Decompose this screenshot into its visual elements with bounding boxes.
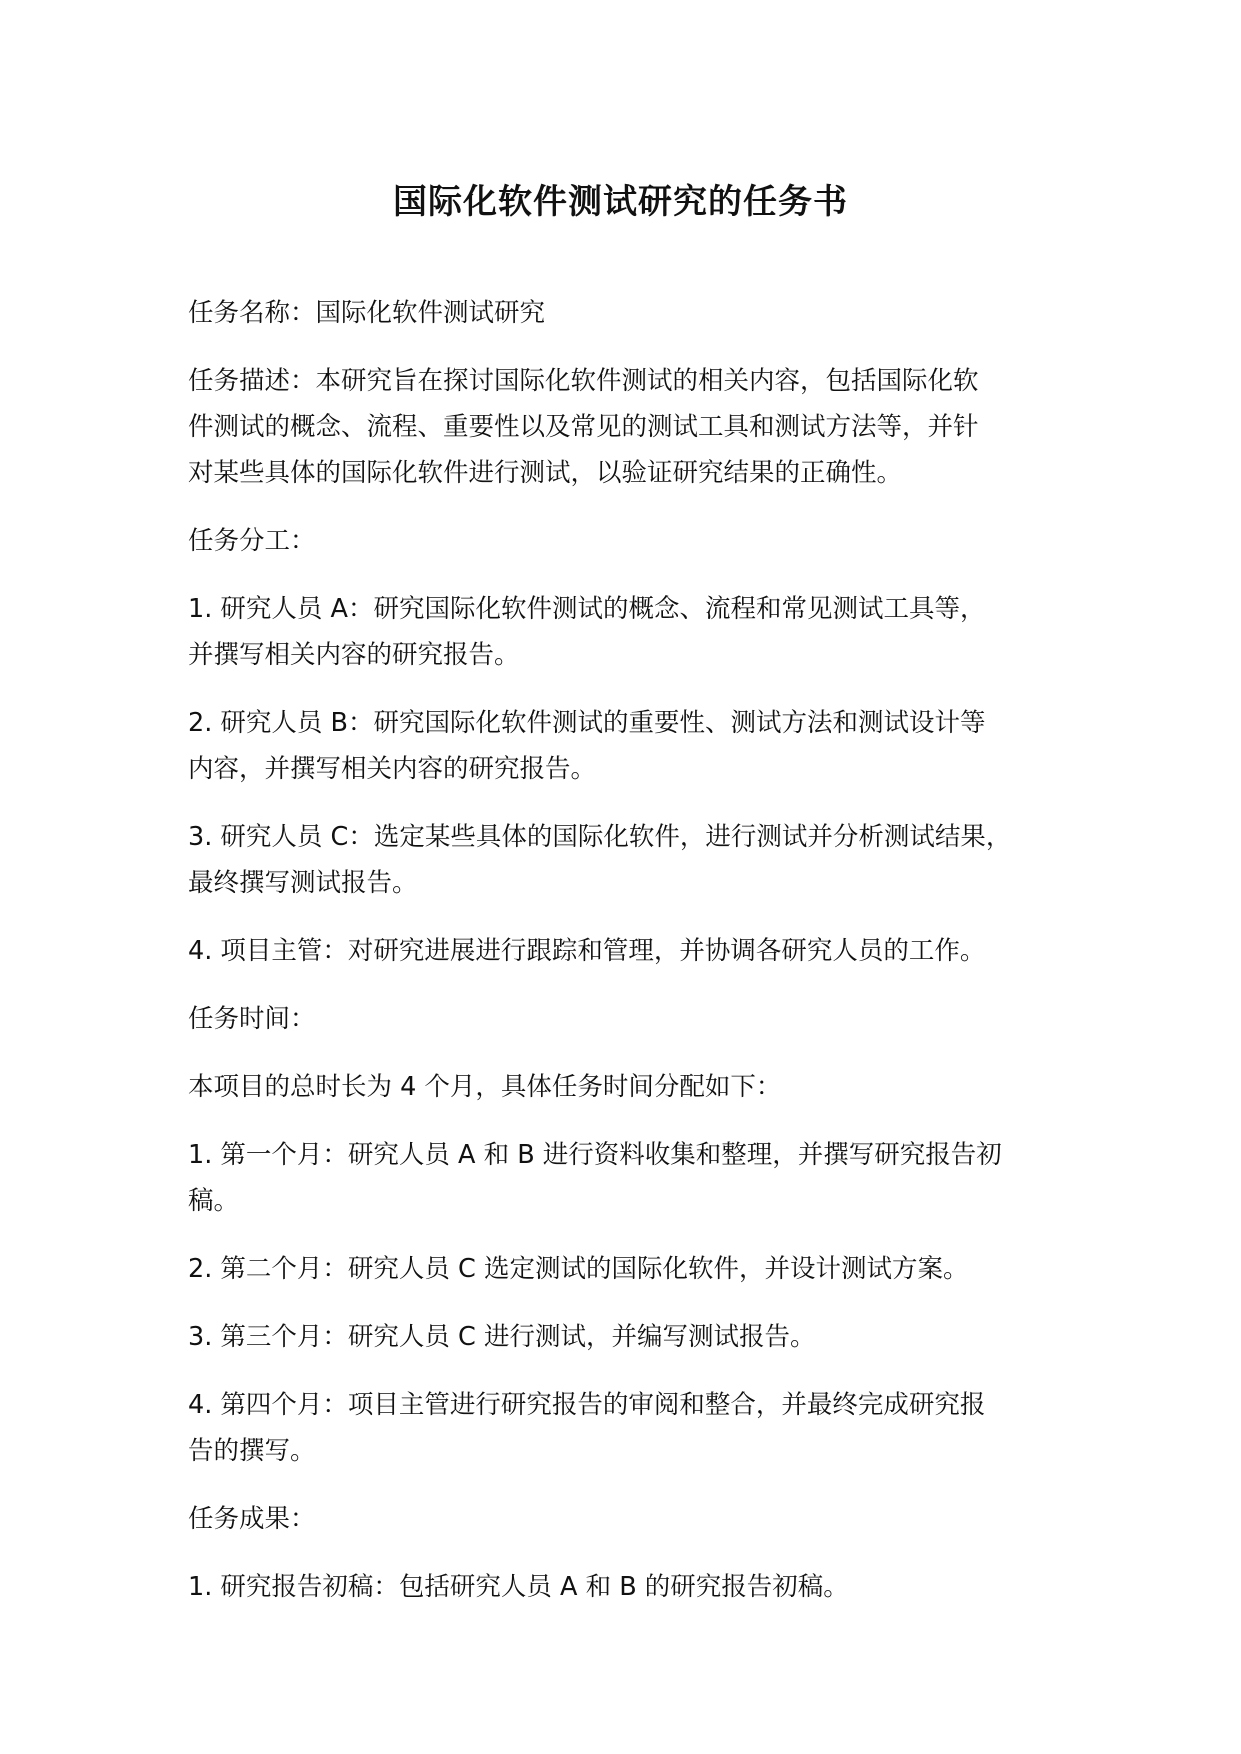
list-item-researcher-c: 3. 研究人员 C：选定某些具体的国际化软件，进行测试并分析测试结果， 最终撰写测试报告。 — [188, 822, 1012, 898]
list-item-researcher-a: 1. 研究人员 A：研究国际化软件测试的概念、流程和常见测试工具等， 并撰写相关内容的研究报告。 — [188, 594, 986, 670]
paragraph-task-name: 任务名称：国际化软件测试研究 — [188, 298, 546, 328]
paragraph-task-description: 任务描述：本研究旨在探讨国际化软件测试的相关内容，包括国际化软 件测试的概念、流程、重要性以及常见的测试工具和测试方法等，并针 对某些具体的国际化软件进行测试，以验证研究结果的正确性。 — [188, 366, 979, 488]
heading-task-division: 任务分工： — [188, 526, 316, 556]
list-item-month-2: 2. 第二个月：研究人员 C 选定测试的国际化软件，并设计测试方案。 — [188, 1254, 969, 1284]
list-item-month-1: 1. 第一个月：研究人员 A 和 B 进行资料收集和整理，并撰写研究报告初 稿。 — [188, 1140, 1002, 1216]
document-body — [188, 290, 1088, 1632]
list-item-project-manager: 4. 项目主管：对研究进展进行跟踪和管理，并协调各研究人员的工作。 — [188, 936, 986, 966]
document-title: 国际化软件测试研究的任务书 — [393, 182, 848, 222]
list-item-researcher-b: 2. 研究人员 B：研究国际化软件测试的重要性、测试方法和测试设计等 内容，并撰写相关内容的研究报告。 — [188, 708, 986, 784]
list-item-month-3: 3. 第三个月：研究人员 C 进行测试，并编写测试报告。 — [188, 1322, 816, 1352]
heading-task-results: 任务成果： — [188, 1504, 316, 1534]
paragraph-total-duration: 本项目的总时长为 4 个月，具体任务时间分配如下： — [188, 1072, 782, 1102]
list-item-month-4: 4. 第四个月：项目主管进行研究报告的审阅和整合，并最终完成研究报 告的撰写。 — [188, 1390, 986, 1466]
list-item-result-1: 1. 研究报告初稿：包括研究人员 A 和 B 的研究报告初稿。 — [188, 1572, 849, 1602]
heading-task-time: 任务时间： — [188, 1004, 316, 1034]
